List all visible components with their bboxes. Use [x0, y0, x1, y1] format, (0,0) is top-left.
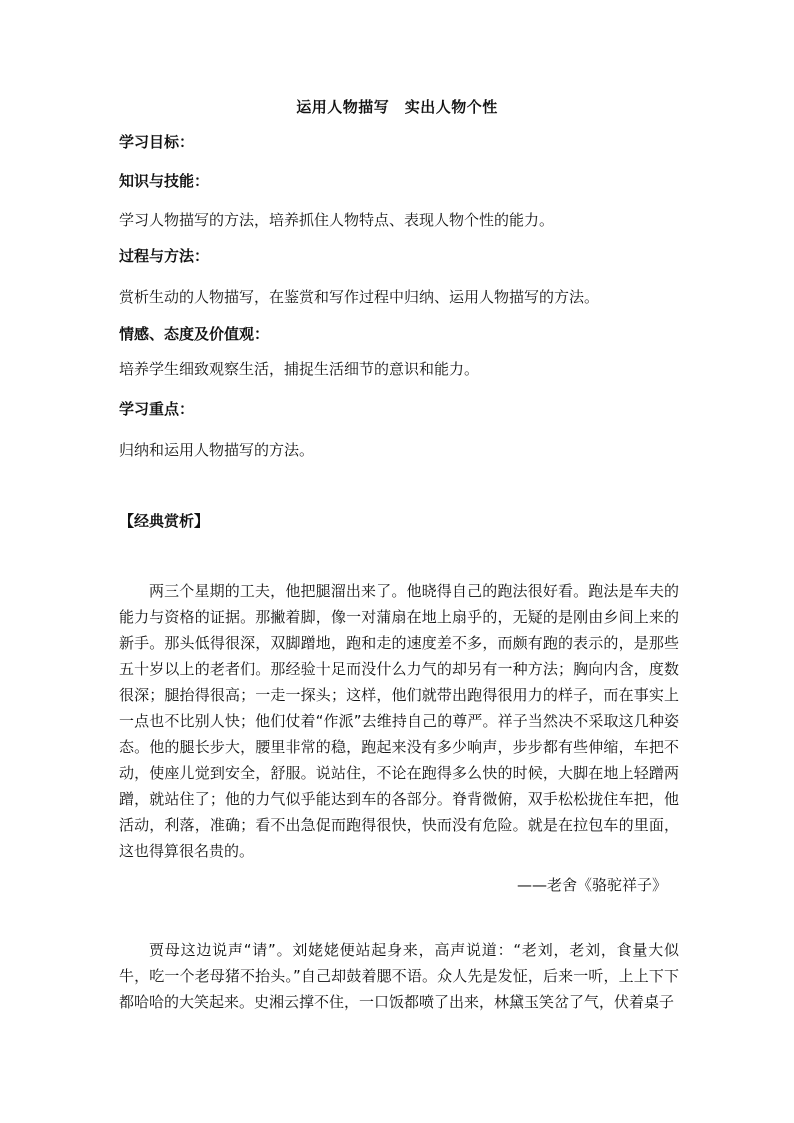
- focus-heading: 学习重点：: [119, 400, 195, 418]
- passage-camel-xiangzi: 两三个星期的工夫，他把腿溜出来了。他晓得自己的跑法很好看。跑法是车夫的能力与资格的证据。那撇着脚，像一对蒲扇在地上扇乎的，无疑的是刚由乡间上来的新手。那头低得很深，双脚蹭地，跑和走的速度差不多，而颇有跑的表示的，是那些五十岁以上的老者们。那经验十足而没什么力气的却另有一种方法；胸向内含，度数很深；腿抬得很高；一走一探头；这样，他们就带出跑得很用力的样子，而在事实上一点也不比别人快；他们仗着“作派”去维持自己的尊严。祥子当然决不采取这几种姿态。他的腿长步大，腰里非常的稳，跑起来没有多少响声，步步都有些伸缩，车把不动，使座儿觉到安全，舒服。说站住，不论在跑得多么快的时候，大脚在地上轻蹭两蹭，就站住了；他的力气似乎能达到车的各部分。脊背微俯，双手松松拢住车把，他活动，利落，准确；看不出急促而跑得很快，快而没有危险。就是在拉包车的里面，这也得算很名贵的。: [119, 582, 679, 860]
- process-heading: 过程与方法：: [119, 247, 210, 265]
- knowledge-heading: 知识与技能：: [119, 172, 210, 190]
- process-text: 赏析生动的人物描写，在鉴赏和写作过程中归纳、运用人物描写的方法。: [119, 288, 600, 306]
- passage-source: ——老舍《骆驼祥子》: [516, 876, 667, 894]
- objectives-heading: 学习目标：: [119, 133, 195, 151]
- passage-dream-red-mansions: 贾母这边说声“请”。刘姥姥便站起身来，高声说道：“老刘，老刘，食量大似牛，吃一个老母猪不抬头。”自己却鼓着腮不语。众人先是发怔，后来一听，上上下下都哈哈的大笑起来。史湘云撑不住，一口饭都喷了出来，林黛玉笑岔了气，伏着桌子: [119, 941, 679, 1011]
- knowledge-text: 学习人物描写的方法，培养抓住人物特点、表现人物个性的能力。: [119, 211, 555, 229]
- focus-text: 归纳和运用人物描写的方法。: [119, 441, 315, 459]
- classic-analysis-heading: 【经典赏析】: [119, 512, 210, 530]
- emotion-heading: 情感、态度及价值观：: [119, 325, 270, 343]
- emotion-text: 培养学生细致观察生活，捕捉生活细节的意识和能力。: [119, 360, 480, 378]
- document-title: 运用人物描写 实出人物个性: [296, 98, 498, 116]
